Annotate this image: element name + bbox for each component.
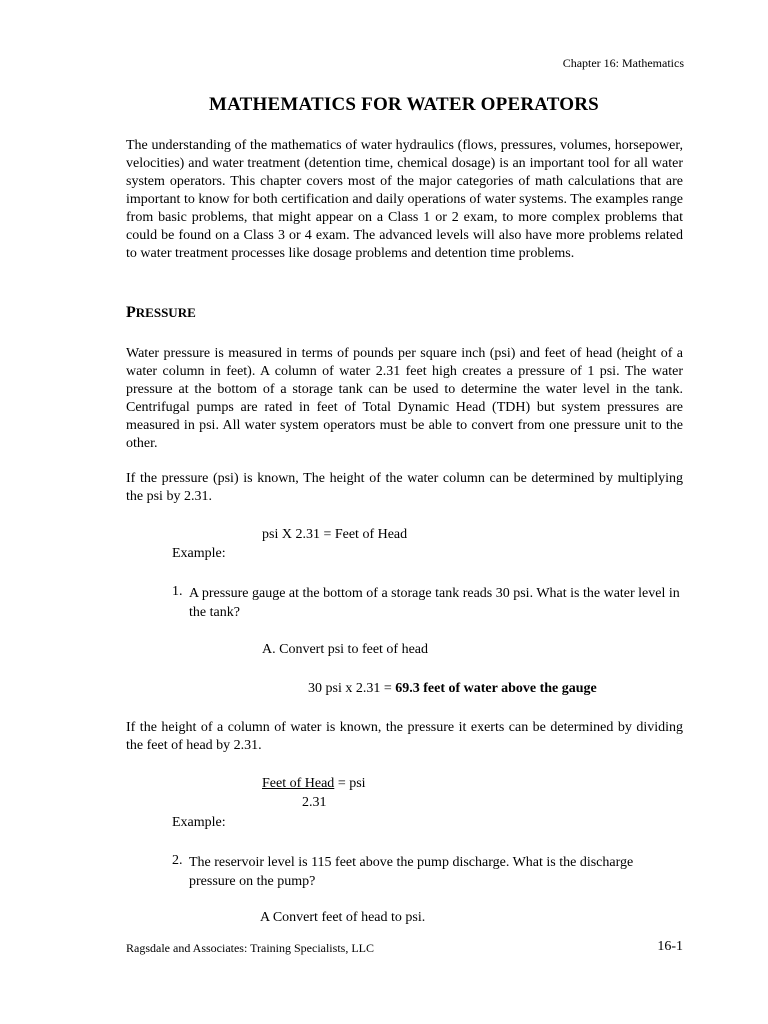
formula-head-to-psi xyxy=(262,776,366,792)
section-heading-rest: RESSURE xyxy=(135,305,196,320)
example-label: Example: xyxy=(172,546,226,561)
section-heading-pressure xyxy=(126,304,196,322)
formula-denominator: 2.31 xyxy=(302,795,327,810)
formula-numerator: Feet of Head xyxy=(262,776,335,791)
formula-equals: = psi xyxy=(334,776,366,791)
formula-psi-to-head: psi X 2.31 = Feet of Head xyxy=(262,527,408,542)
head-to-psi-paragraph: If the height of a column of water is known, the pressure it exerts can be determined by dividing the feet of head by 2.31. xyxy=(126,720,683,753)
intro-paragraph: The understanding of the mathematics of water hydraulics (flows, pressures, volumes, horsepower, velocities) and water treatment (detention time, chemical dosage) is an important tool for all water system operators. This chapter covers most of the major categories of math calculations that are important to know for both certification and daily operations of water systems. The examples range from basic problems, that might appear on a Class 1 or 2 exam, to more complex problems that could be found on a Class 3 or 4 exam. The advanced levels will also have more problems related to water treatment processes like dosage problems and detention time problems. xyxy=(126,138,683,261)
pressure-paragraph: Water pressure is measured in terms of pounds per square inch (psi) and feet of head (height of a water column in feet). A column of water 2.31 feet high creates a pressure of 1 psi. The water pressure at the bottom of a storage tank can be used to determine the water level in the tank. Centrifugal pumps are rated in feet of Total Dynamic Head (TDH) but system pressures are measured in psi. All water system operators must be able to convert from one pressure unit to the other. xyxy=(126,346,683,451)
step-calculation xyxy=(308,681,597,697)
step-label: A Convert feet of head to psi. xyxy=(260,910,426,925)
problem-text: A pressure gauge at the bottom of a storage tank reads 30 psi. What is the water level in the tank? xyxy=(189,586,680,620)
footer-company: Ragsdale and Associates: Training Specialists, LLC xyxy=(126,941,374,955)
page-title: MATHEMATICS FOR WATER OPERATORS xyxy=(209,94,599,115)
psi-to-head-paragraph: If the pressure (psi) is known, The height of the water column can be determined by multiplying the psi by 2.31. xyxy=(126,471,683,504)
section-heading-initial: P xyxy=(126,304,136,321)
example-label: Example: xyxy=(172,815,226,830)
page-number: 16-1 xyxy=(657,939,683,954)
problem-number: 2. xyxy=(172,853,183,868)
calculation-answer: 69.3 feet of water above the gauge xyxy=(395,681,597,696)
problem-text: The reservoir level is 115 feet above the pump discharge. What is the discharge pressure on the pump? xyxy=(189,855,634,889)
chapter-header: Chapter 16: Mathematics xyxy=(562,56,684,70)
calculation-expression: 30 psi x 2.31 = xyxy=(308,681,396,696)
problem-number: 1. xyxy=(172,584,183,599)
step-label: A. Convert psi to feet of head xyxy=(262,642,429,657)
